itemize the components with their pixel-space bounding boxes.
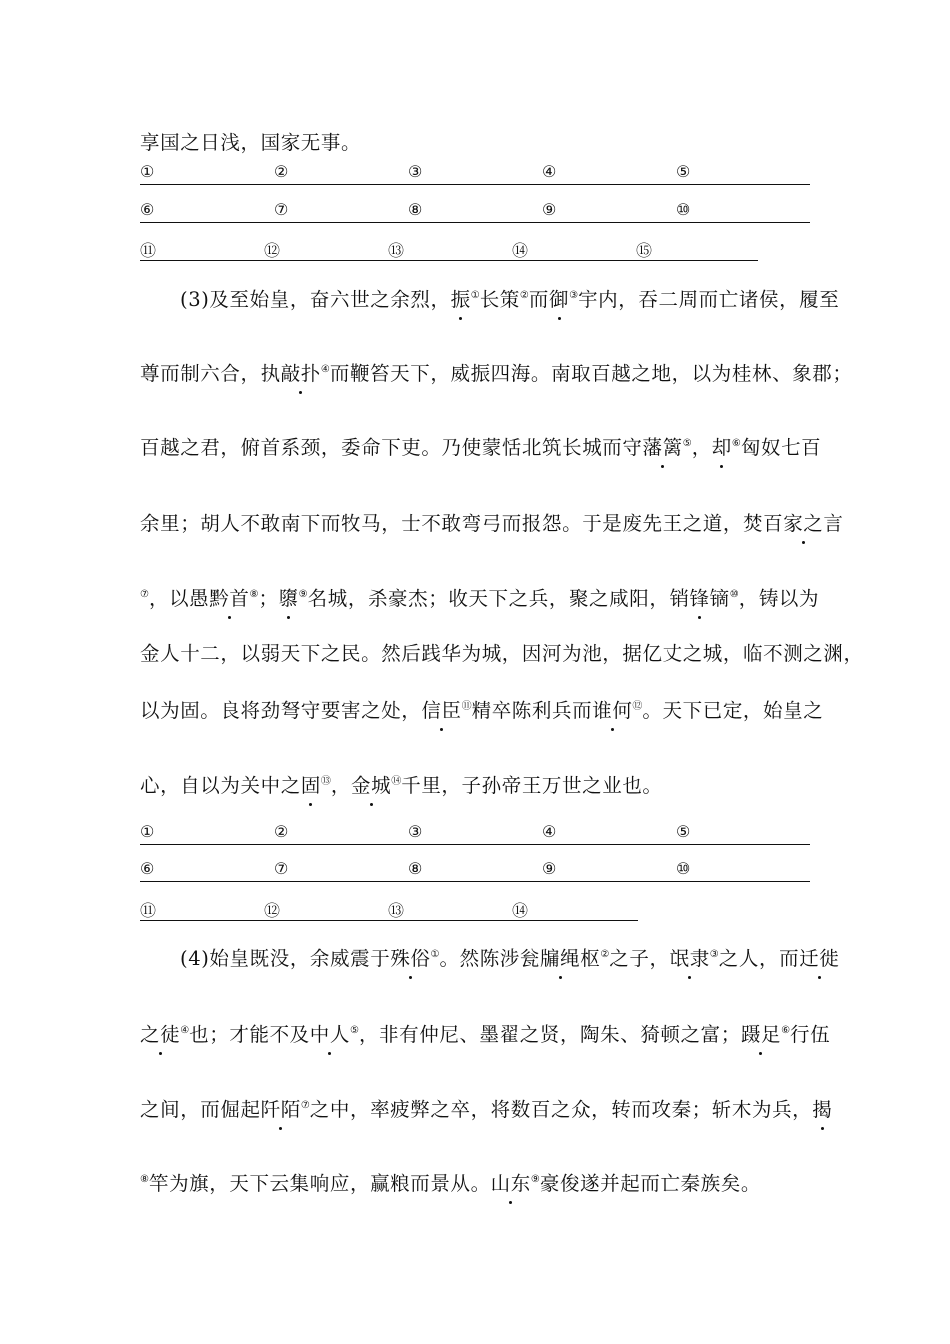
text: 金人十二，以弱天下之民。然后践华为城，因河为池，据亿丈之城，临不测之渊，	[140, 642, 864, 665]
footnote-marker: ⑥	[781, 1025, 791, 1036]
answer-blank[interactable]: ④	[542, 822, 557, 841]
footnote-marker: ⑧	[249, 589, 259, 600]
text: ，铸以为	[738, 587, 820, 610]
dotted-word: 揭	[812, 1094, 832, 1122]
answer-blank[interactable]: ⑪	[140, 901, 157, 920]
text: 尊而制六合，执	[140, 362, 281, 385]
dotted-word: 谁何	[592, 695, 632, 723]
text: 百越之君，俯首系颈，委命下吏。乃使蒙恬北筑长城而守	[140, 436, 643, 459]
footnote-marker: ⑩	[729, 589, 739, 600]
dotted-word: 瓮牖绳枢	[520, 943, 600, 971]
answer-blank[interactable]: ⑩	[676, 200, 691, 219]
dotted-word: 阡陌	[261, 1094, 301, 1122]
footnote-marker: ②	[519, 290, 529, 301]
text-line	[140, 695, 824, 723]
answer-blank[interactable]: ⑫	[264, 901, 281, 920]
text-line	[140, 583, 820, 611]
text: 之子，	[609, 947, 670, 970]
dotted-word: 中人	[310, 1019, 350, 1047]
answer-blank[interactable]: ⑧	[408, 859, 423, 878]
answer-blank-row	[140, 859, 810, 882]
footnote-marker: ⑨	[530, 1174, 540, 1185]
text-line	[140, 1094, 833, 1122]
answer-blank[interactable]: ⑩	[676, 859, 691, 878]
answer-blank[interactable]: ⑫	[264, 241, 281, 260]
answer-blank[interactable]: ⑪	[140, 241, 157, 260]
text: 余里；胡人不敢南下而牧马，士不敢弯弓而报怨。于是废先王之道，焚	[140, 512, 764, 535]
text: ，非有仲尼、墨翟之贤，陶朱、猗顿之富；	[358, 1023, 741, 1046]
answer-blank[interactable]: ⑦	[274, 200, 289, 219]
dotted-word: 振	[451, 284, 471, 312]
footnote-marker: ⑪	[461, 701, 472, 712]
text: 心，自以为关中之	[140, 774, 301, 797]
text: 以为固。良将劲弩守要害之处，	[140, 699, 422, 722]
answer-blank[interactable]: ③	[408, 162, 423, 181]
text: 精卒陈利兵而	[471, 699, 593, 722]
text: 而鞭笞天下，威振四海。南取百越之地，以为桂林、象郡；	[329, 362, 853, 385]
dotted-word: 藩篱	[643, 432, 683, 460]
text-line	[140, 1019, 831, 1047]
text: 长策	[479, 288, 520, 311]
answer-blank[interactable]: ⑬	[388, 241, 405, 260]
text: 豪俊遂并起而亡秦族矣。	[539, 1172, 761, 1195]
dotted-word: 御	[549, 284, 569, 312]
dotted-word: 山东	[491, 1168, 531, 1196]
answer-blank[interactable]: ⑨	[542, 859, 557, 878]
answer-blank-row	[140, 898, 638, 921]
footnote-marker: ⑤	[682, 438, 692, 449]
dotted-word: 销锋镝	[669, 583, 729, 611]
answer-blank[interactable]: ⑬	[388, 901, 405, 920]
answer-blank[interactable]: ①	[140, 162, 155, 181]
footnote-marker: ③	[569, 290, 579, 301]
text-line	[140, 127, 820, 155]
answer-blank[interactable]: ⑤	[676, 162, 691, 181]
text: (3)及至始皇，奋六世之余烈，	[180, 288, 451, 311]
answer-blank[interactable]: ⑥	[140, 859, 155, 878]
text: 匈奴七百	[740, 436, 822, 459]
text: ，以愚	[148, 587, 210, 610]
footnote-marker: ⑥	[731, 438, 741, 449]
answer-blank-row	[140, 162, 810, 185]
text: 之间，而倔起	[140, 1098, 261, 1121]
dotted-word: 黔首	[209, 583, 249, 611]
answer-blank[interactable]: ③	[408, 822, 423, 841]
text-line	[140, 432, 820, 460]
answer-blank[interactable]: ②	[274, 822, 289, 841]
text: 也；才能不及	[189, 1023, 310, 1046]
footnote-marker: ⑭	[391, 776, 402, 787]
text-line	[140, 284, 860, 312]
answer-blank-row	[140, 822, 810, 845]
footnote-marker: ⑤	[349, 1025, 359, 1036]
dotted-word: 金城	[351, 770, 391, 798]
footnote-marker: ①	[470, 290, 480, 301]
text: (4)始皇既没，余威震于	[180, 947, 391, 970]
answer-blank[interactable]: ④	[542, 162, 557, 181]
footnote-marker: ⑦	[140, 589, 149, 600]
answer-blank[interactable]: ⑭	[512, 901, 529, 920]
text-line	[140, 358, 853, 386]
footnote-marker: ①	[430, 949, 440, 960]
footnote-marker: ⑦	[300, 1100, 310, 1111]
footnote-marker: ⑨	[298, 589, 308, 600]
answer-blank[interactable]: ⑭	[512, 241, 529, 260]
text: 名城，杀豪杰；收天下之兵，聚之咸阳，	[307, 587, 670, 610]
footnote-marker: ④	[320, 364, 330, 375]
text: 宇内，吞二周而亡诸侯，履至	[578, 288, 840, 311]
answer-blank[interactable]: ⑦	[274, 859, 289, 878]
dotted-word: 殊俗	[390, 943, 430, 971]
text: 享国之日浅，国家无事。	[140, 131, 362, 154]
footnote-marker: ②	[600, 949, 610, 960]
text: 之中，率疲弊之卒，将数百之众，转而攻秦；斩木为兵，	[309, 1098, 813, 1121]
dotted-word: 信臣	[421, 695, 461, 723]
text: 竿为旗，天下云集响应，赢粮而景从。	[148, 1172, 491, 1195]
footnote-marker: ⑧	[140, 1174, 149, 1185]
answer-blank[interactable]: ⑮	[636, 241, 653, 260]
text-line	[140, 638, 864, 666]
footnote-marker: ⑫	[632, 701, 643, 712]
dotted-word: 百家之言	[763, 508, 843, 536]
answer-blank-row	[140, 238, 758, 261]
dotted-word: 固	[301, 770, 321, 798]
answer-blank[interactable]: ②	[274, 162, 289, 181]
text: 。天下已定，始皇之	[642, 699, 824, 722]
dotted-word: 隳	[279, 583, 299, 611]
dotted-word: 氓隶	[670, 943, 710, 971]
text: 行伍	[790, 1023, 831, 1046]
answer-blank[interactable]: ⑤	[676, 822, 691, 841]
text-line	[140, 508, 844, 536]
answer-blank-row	[140, 200, 810, 223]
text: 千里，子孙帝王万世之业也。	[401, 774, 663, 797]
dotted-word: 迁徙	[799, 943, 839, 971]
text: 之人，而	[718, 947, 800, 970]
text-line	[140, 943, 860, 971]
text-line	[140, 770, 820, 798]
answer-blank[interactable]: ①	[140, 822, 155, 841]
dotted-word: 之徒	[140, 1019, 180, 1047]
text-line	[140, 1168, 820, 1196]
footnote-marker: ③	[709, 949, 719, 960]
answer-blank[interactable]: ⑧	[408, 200, 423, 219]
footnote-marker: ④	[180, 1025, 190, 1036]
dotted-word: 敲扑	[281, 358, 321, 386]
answer-blank[interactable]: ⑨	[542, 200, 557, 219]
text: ；	[258, 587, 279, 610]
text: ，	[691, 436, 712, 459]
text: ，	[330, 774, 352, 797]
footnote-marker: ⑬	[320, 776, 331, 787]
text: 。然陈涉	[439, 947, 520, 970]
text: 而	[528, 288, 549, 311]
dotted-word: 蹑足	[741, 1019, 781, 1047]
dotted-word: 却	[712, 432, 732, 460]
answer-blank[interactable]: ⑥	[140, 200, 155, 219]
